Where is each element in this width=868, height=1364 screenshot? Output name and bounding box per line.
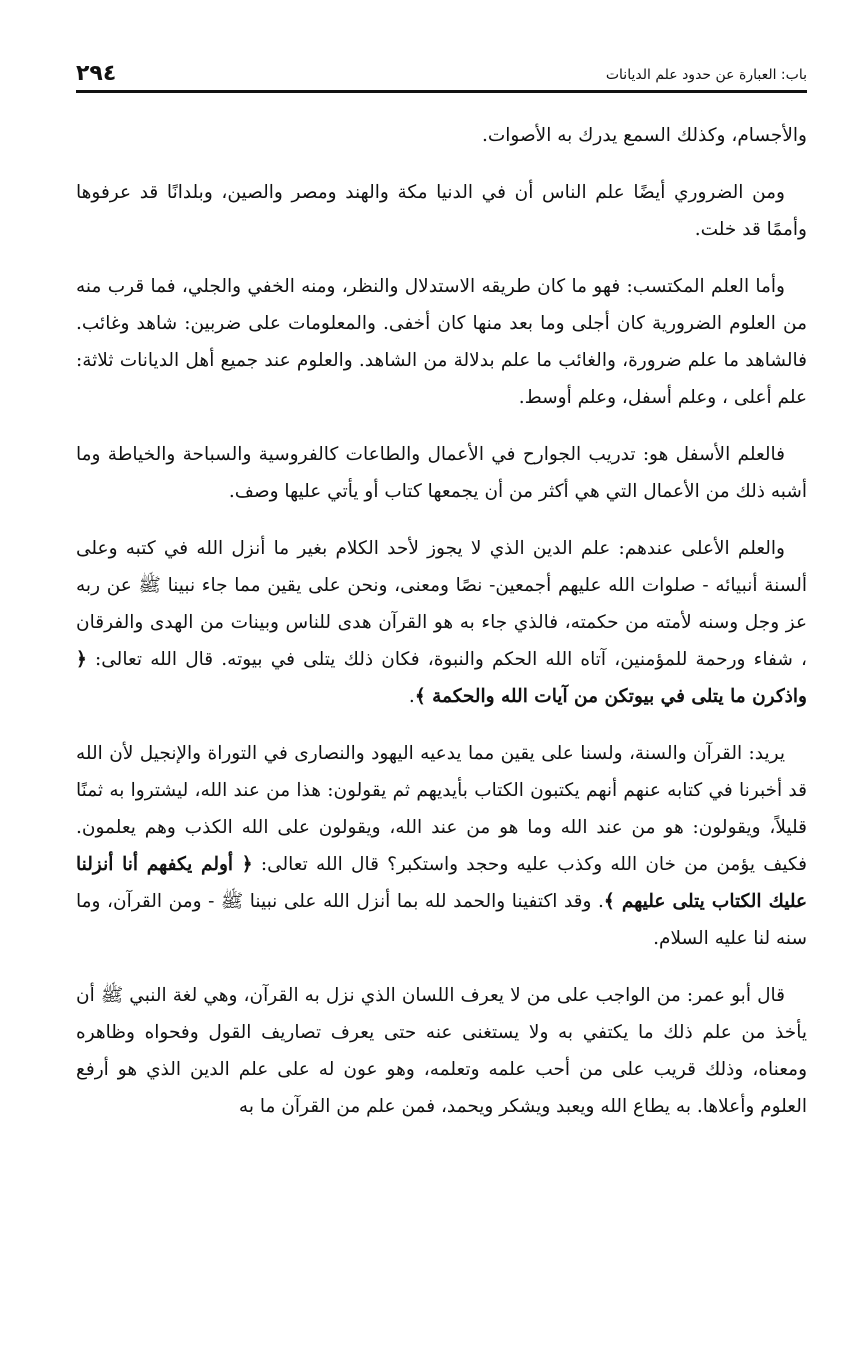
- paragraph-6-text: يريد: القرآن والسنة، ولسنا على يقين مما يدعيه اليهود والنصارى في التوراة والإنجيل لأن الله قد أخبرنا في كتابه عنهم أنهم يكتبون الكتاب بأيديهم ثم يقولون: هذا من عند الله، ليشتروا به ثمنًا قليلاً، ويقولون: هو من عند الله وما هو من عند الله، ويقولون على الله الكذب وهم يعلمون. فكيف يؤمن من خان الله وكذب عليه وحجد واستكبر؟ قال الله تعالى:: [76, 743, 808, 875]
- paragraph-5: [76, 530, 807, 715]
- header-rule: [76, 90, 807, 93]
- paragraph-1: والأجسام، وكذلك السمع يدرك به الأصوات.: [481, 125, 807, 146]
- chapter-title: باب: العبارة عن حدود علم الديانات: [605, 67, 807, 83]
- paragraph-5-text: والعلم الأعلى عندهم: علم الدين الذي لا يجوز لأحد الكلام بغير ما أنزل الله في كتبه وعلى ألسنة أنبيائه - صلوات الله عليهم أجمعين- نصًا ومعنى، ونحن على يقين مما جاء نبينا ﷺ عن ربه عز وجل وسنه لأمته من حكمته، فالذي جاء به هو القرآن هدى للناس وبينات من الهدى والفرقان ، شفاء ورحمة للمؤمنين، آتاه الله الحكم والنبوة، فكان ذلك يتلى في بيوته. قال الله تعالى:: [76, 538, 807, 670]
- paragraph-2: ومن الضروري أيضًا علم الناس أن في الدنيا مكة والهند ومصر والصين، وبلدانًا قد عرفوها وأممًا قد خلت.: [76, 182, 807, 240]
- quran-verse-1: ﴿ واذكرن ما يتلى في بيوتكن من آيات الله والحكمة ﴾: [76, 649, 807, 707]
- paragraph-3: وأما العلم المكتسب: فهو ما كان طريقه الاستدلال والنظر، ومنه الخفي والجلي، فما قرب منه من العلوم الضرورية كان أجلى وما بعد منها كان أخفى. والمعلومات على ضربين: شاهد وغائب. فالشاهد ما علم ضرورة، والغائب ما علم بدلالة من الشاهد. والعلوم عند جميع أهل الديانات ثلاثة: علم أعلى ، وعلم أسفل، وعلم أوسط.: [76, 276, 807, 408]
- paragraph-5-end: .: [408, 686, 415, 707]
- running-header: [76, 52, 807, 86]
- paragraph-4: فالعلم الأسفل هو: تدريب الجوارح في الأعمال والطاعات كالفروسية والسباحة والخياطة وما أشبه ذلك من الأعمال التي هي أكثر من أن يجمعها كتاب أو يأتي عليها وصف.: [76, 444, 807, 502]
- paragraph-6: [76, 735, 807, 957]
- book-page: [76, 52, 807, 1145]
- paragraph-6-end: . وقد اكتفينا والحمد لله بما أنزل الله على نبينا ﷺ - ومن القرآن، وما سنه لنا عليه السلام.: [76, 891, 807, 949]
- paragraph-7: قال أبو عمر: من الواجب على من لا يعرف اللسان الذي نزل به القرآن، وهي لغة النبي ﷺ أن يأخذ من علم ذلك ما يكتفي به ولا يستغنى عنه حتى يعرف تصاريف القول وفحواه وظاهره ومعناه، وذلك قريب على من أحب علمه وتعلمه، وهو عون له على علم الدين الذي هو أرفع العلوم وأعلاها. به يطاع الله ويعبد ويشكر ويحمد، فمن علم من القرآن ما به: [76, 985, 807, 1117]
- body-text: [76, 117, 807, 1125]
- quran-verse-2: ﴿ أولم يكفهم أنا أنزلنا عليك الكتاب يتلى عليهم ﴾: [76, 854, 807, 912]
- page-number: ٢٩٤: [76, 61, 117, 86]
